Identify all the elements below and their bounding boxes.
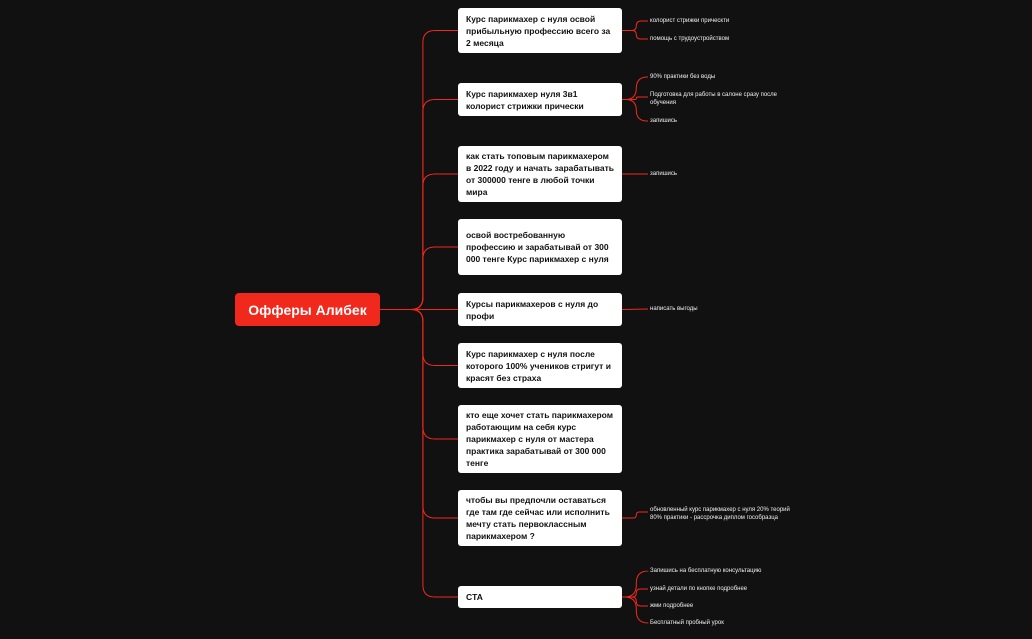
branch-node[interactable] [458, 293, 622, 326]
leaf-label[interactable]: колорист стрижки прическти [650, 18, 730, 24]
connector-line [622, 77, 648, 100]
branch-label: освой востребованную профессию и зарабатывай от 300 000 тенге Курс парикмахер с нуля [466, 230, 609, 264]
branch-label: Курс парикмахер с нуля освой прибыльную профессию всего за 2 месяца [466, 13, 611, 48]
connector-line [380, 100, 458, 310]
branch-label: кто еще хочет стать парикмахером работающим на себя курс парикмахер с нуля от мастера практика зарабатывай от 300 000 тенге [466, 410, 614, 468]
connector-line [380, 310, 458, 598]
branch-node[interactable] [458, 219, 622, 275]
connector-line [622, 309, 648, 310]
connector-line [622, 571, 648, 597]
connector-line [622, 597, 648, 623]
connector-line [622, 100, 648, 122]
leaf-label[interactable]: запишись [650, 118, 677, 124]
root-node[interactable] [235, 293, 380, 326]
branch-node[interactable] [458, 146, 622, 202]
branch-label: Курсы парикмахеров с нуля до профи [466, 298, 599, 321]
leaf-label[interactable]: Подготовка для работы в салоне сразу после обучения [650, 92, 778, 106]
connector-line [622, 512, 648, 518]
leaf-label[interactable]: узнай детали по кнопке подробнее [650, 586, 748, 592]
connector-line [622, 21, 648, 31]
leaf-label[interactable]: написать выгоды [650, 306, 698, 312]
branch-label: Курс парикмахер нуля 3в1 колорист стрижки прически [466, 88, 584, 111]
connector-line [380, 310, 458, 366]
leaf-label[interactable]: Бесплатный пробный урок [650, 620, 724, 626]
connector-line [380, 174, 458, 310]
branch-node[interactable] [458, 490, 622, 546]
connector-line [622, 31, 648, 40]
connector-line [380, 31, 458, 310]
connector-line [622, 589, 648, 597]
leaf-label[interactable]: помощь с трудоустройством [650, 36, 730, 42]
branch-label: как стать топовым парикмахером в 2022 году и начать зарабатывать от 300000 тенге в любой точки мира [466, 151, 614, 197]
branch-node[interactable] [458, 405, 622, 473]
connector-line [380, 310, 458, 519]
root-label: Офферы Алибек [248, 301, 367, 318]
branch-node[interactable] [458, 586, 622, 608]
leaf-label[interactable]: Запишись на бесплатную консультацию [650, 568, 762, 574]
branch-node[interactable] [458, 83, 622, 116]
connector-line [380, 310, 458, 440]
branch-label: CTA [466, 592, 483, 602]
leaf-label[interactable]: запишись [650, 171, 677, 177]
branch-node[interactable] [458, 343, 622, 388]
leaf-label[interactable]: 90% практики без воды [650, 74, 716, 80]
leaf-label[interactable]: жми подробнее [650, 603, 694, 609]
branch-label: Курс парикмахер с нуля после которого 100% учеников стригут и красят без страха [466, 348, 611, 383]
branch-node[interactable] [458, 8, 622, 53]
leaf-label[interactable]: обновленный курс парикмахер с нуля 20% теорий 80% практики - рассрочка диплом гособразца [650, 507, 790, 521]
connector-line [380, 247, 458, 310]
branch-label: чтобы вы предпочли оставаться где там где сейчас или исполнить мечту стать первоклассным парикмахером ? [466, 495, 610, 541]
